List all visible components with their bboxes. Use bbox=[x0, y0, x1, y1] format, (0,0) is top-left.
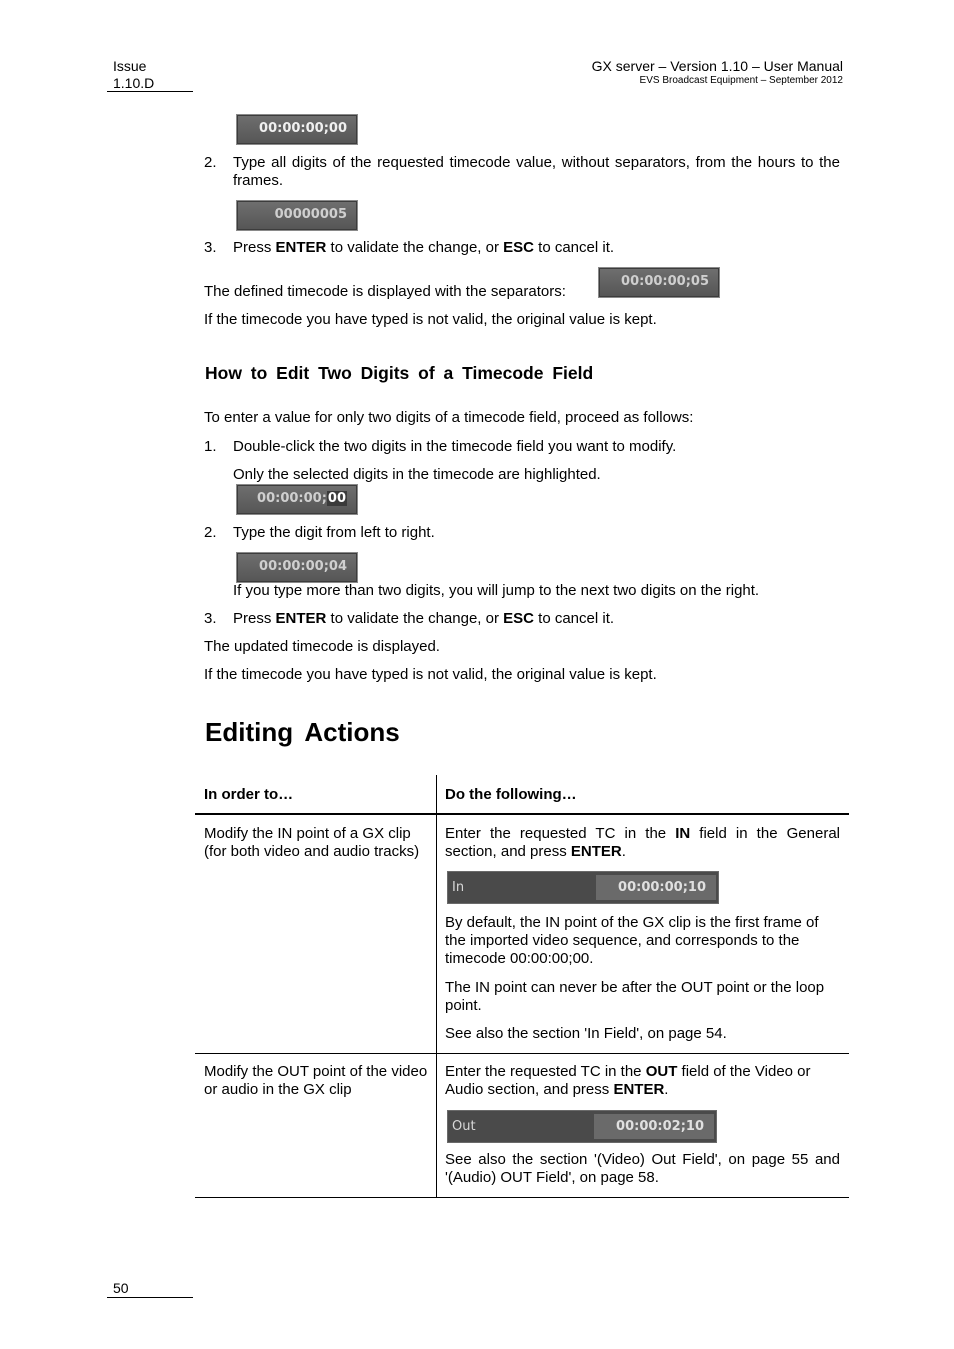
in-field-label: In bbox=[452, 880, 465, 895]
table-row-action: Modify the OUT point of the video or audio in the GX clip bbox=[204, 1063, 428, 1098]
step-text: Double-click the two digits in the timecode field you want to modify. bbox=[233, 438, 677, 455]
in-field-image bbox=[447, 871, 719, 904]
timecode-value: 00000005 bbox=[274, 207, 347, 222]
timecode-image bbox=[236, 200, 358, 231]
table-row-instruction: Enter the requested TC in the OUT field of the Video or Audio section, and press ENTER. bbox=[445, 1063, 811, 1098]
out-field-image bbox=[447, 1110, 717, 1143]
timecode-value: 00:00:00;00 bbox=[259, 121, 347, 136]
page-number: 50 bbox=[113, 1280, 129, 1296]
paragraph: To enter a value for only two digits of a timecode field, proceed as follows: bbox=[204, 409, 694, 426]
table-row-note: See also the section 'In Field', on page 54. bbox=[445, 1025, 727, 1042]
paragraph: The updated timecode is displayed. bbox=[204, 638, 440, 655]
timecode-image bbox=[236, 114, 358, 145]
header-rule bbox=[107, 91, 193, 92]
step-note: If you type more than two digits, you will jump to the next two digits on the right. bbox=[233, 582, 760, 599]
doc-title: GX server – Version 1.10 – User Manual bbox=[591, 58, 843, 74]
timecode-image bbox=[236, 484, 358, 515]
footer-rule bbox=[107, 1297, 193, 1298]
table-bottom-rule bbox=[195, 1197, 849, 1198]
table-header-procedure: Do the following… bbox=[445, 786, 577, 803]
issue-label: Issue bbox=[113, 58, 147, 74]
step-note: Only the selected digits in the timecode are highlighted. bbox=[233, 466, 601, 483]
timecode-image bbox=[598, 267, 720, 298]
out-field-label: Out bbox=[452, 1119, 476, 1134]
paragraph: The defined timecode is displayed with the separators: bbox=[204, 283, 566, 300]
timecode-value: 00:00:00;04 bbox=[259, 559, 347, 574]
timecode-value: 00:00:00; bbox=[257, 491, 327, 506]
step-text: Type all digits of the requested timecode value, without separators, from the hours to the frames. bbox=[233, 154, 840, 189]
paragraph: If the timecode you have typed is not valid, the original value is kept. bbox=[204, 666, 657, 683]
table-header-action: In order to… bbox=[204, 786, 294, 803]
timecode-highlight: 00 bbox=[327, 491, 346, 506]
out-field-value: 00:00:02;10 bbox=[594, 1114, 714, 1139]
issue-block bbox=[113, 58, 154, 92]
step-number: 3. bbox=[204, 239, 217, 256]
table-row-note: The IN point can never be after the OUT point or the loop point. bbox=[445, 979, 825, 1014]
step-text: Type the digit from left to right. bbox=[233, 524, 435, 541]
table-row-rule bbox=[195, 1053, 849, 1054]
table-row-instruction: Enter the requested TC in the IN field in the General section, and press ENTER. bbox=[445, 825, 840, 860]
in-field-value: 00:00:00;10 bbox=[596, 875, 716, 900]
issue-number: 1.10.D bbox=[113, 75, 155, 91]
table-row-action: Modify the IN point of a GX clip (for both video and audio tracks) bbox=[204, 825, 420, 860]
table-column-divider bbox=[436, 775, 437, 1198]
step-text: Press ENTER to validate the change, or ESC to cancel it. bbox=[233, 239, 615, 256]
table-row-note: By default, the IN point of the GX clip is the first frame of the imported video sequence, and corresponds to the timecode 00:00:00;00. bbox=[445, 914, 819, 967]
doc-header bbox=[592, 58, 843, 87]
step-text: Press ENTER to validate the change, or ESC to cancel it. bbox=[233, 610, 615, 627]
step-number: 2. bbox=[204, 524, 217, 541]
timecode-value: 00:00:00;05 bbox=[621, 274, 709, 289]
step-number: 1. bbox=[204, 438, 217, 455]
section-heading: Editing Actions bbox=[205, 717, 400, 747]
table-header-rule bbox=[195, 813, 849, 815]
subsection-heading: How to Edit Two Digits of a Timecode Field bbox=[205, 363, 594, 383]
paragraph: If the timecode you have typed is not valid, the original value is kept. bbox=[204, 311, 657, 328]
timecode-image bbox=[236, 552, 358, 583]
doc-subtitle: EVS Broadcast Equipment – September 2012 bbox=[639, 75, 843, 86]
step-number: 3. bbox=[204, 610, 217, 627]
table-row-note: See also the section '(Video) Out Field', on page 55 and '(Audio) OUT Field', on page 58. bbox=[445, 1151, 840, 1186]
step-number: 2. bbox=[204, 154, 217, 171]
